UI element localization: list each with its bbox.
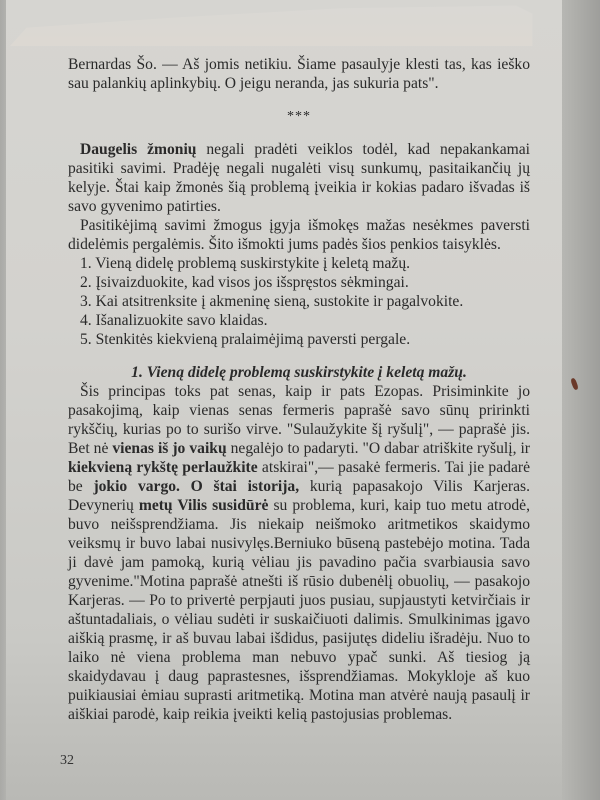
book-edge <box>562 0 600 800</box>
rule-item: 3. Kai atsitrenksite į akmeninę sieną, sustokite ir pagalvokite. <box>80 293 464 310</box>
bold-text: metų Vilis susidūrė <box>138 497 269 514</box>
body-text: negalėjo to padaryti. "O dabar atriškite ryšulį, ir <box>226 440 530 457</box>
rule-item: 2. Įsivaizduokite, kad visos jos išspręstos sėkmingai. <box>80 274 409 291</box>
rule-item: 5. Stenkitės kiekvieną pralaimėjimą paversti pergale. <box>80 331 411 348</box>
section-separator: *** <box>287 109 311 124</box>
paragraph-text: negali pradėti veiklos todėl, kad nepakankamai pasitiki savimi. Pradėję negali nugalėti visų sunkumų, pasitaikančių jų kelyje. Štai kaip žmonės šią problemą įveikia ir kokias padaro išvadas iš savo gyvenimo patirties. <box>68 141 531 215</box>
bold-text: vienas iš jo vaikų <box>112 440 227 457</box>
page-text <box>68 55 530 724</box>
body-text: kurią papasakojo Vilis Karjeras. Devynerių <box>68 478 530 514</box>
rule-item: 1. Vieną didelę problemą suskirstykite į keletą mažų. <box>80 255 411 272</box>
body-text: Šis principas toks pat senas, kaip ir pats Ezopas. Prisiminkite jo pasakojimą, kaip vienas senas fermeris paprašė savo sūnų pririnkti rykščių, kurias po to surišo virve. "Sulaužykite šį ryšulį", — paprašė jis. Bet nė <box>68 383 530 457</box>
paragraph-1 <box>68 140 530 216</box>
paragraph-2: Pasitikėjimą savimi žmogus įgyja išmokęs mažas nesėkmes paversti didelėmis pergalėmis. Šito išmokti jums padės šios penkios taisyklės. <box>68 217 530 253</box>
section-heading: 1. Vieną didelę problemą suskirstykite į keletą mažų. <box>131 364 467 381</box>
rules-list <box>68 254 530 349</box>
bold-text: Daugelis žmonių <box>80 141 197 158</box>
bold-text: kiekvieną rykštę perlaužkite <box>68 459 258 476</box>
body-paragraph <box>68 382 530 724</box>
bold-text: jokio vargo. O štai istorija, <box>93 478 300 495</box>
body-text: su problema, kuri, kaip tuo metu atrodė, buvo neišsprendžiama. Jis niekaip neišmoko aritmetikos skaidymo veiksmų ir buvo labai nusivylęs.Berniuko būseną pastebėjo motina. Tada ji davė jam pamoką, kurią vėliau jis pavadino pačia svarbiausia savo gyvenime."Motina paprašė atnešti iš rūsio dubenėlį obuolių, — pasakojo Karjeras. — Po to privertė perpjauti juos pusiau, supjaustyti ketvirčiais ir aštuntadaliais, o vėliau sudėti ir suskaičiuoti dalimis. Smulkinimas įgavo aiškią prasmę, ir aš buvau labai išdidus, pasijutęs dideliu išradėju. Nuo to laiko nė viena problema man nebuvo ypač sunki. Aš tiesiog ją skaidydavau į daug paprastesnes, išsprendžiamas. Mokykloje aš kuo puikiausiai ėmiau suprasti aritmetiką. Motina man atvėrė naują pasaulį ir aiškiai parodė, kaip reikia įveikti kelią pastojusias problemas. <box>68 497 530 723</box>
page-number: 32 <box>60 753 74 768</box>
body-text: atskirai",— pasakė fermeris. Tai jie padarė be <box>68 459 530 495</box>
intro-paragraph: Bernardas Šo. — Aš jomis netikiu. Šiame pasaulyje klesti tas, kas ieško sau palankių aplinkybių. O jeigu neranda, jas sukuria pats". <box>68 56 530 92</box>
rule-item: 4. Išanalizuokite savo klaidas. <box>80 312 268 329</box>
